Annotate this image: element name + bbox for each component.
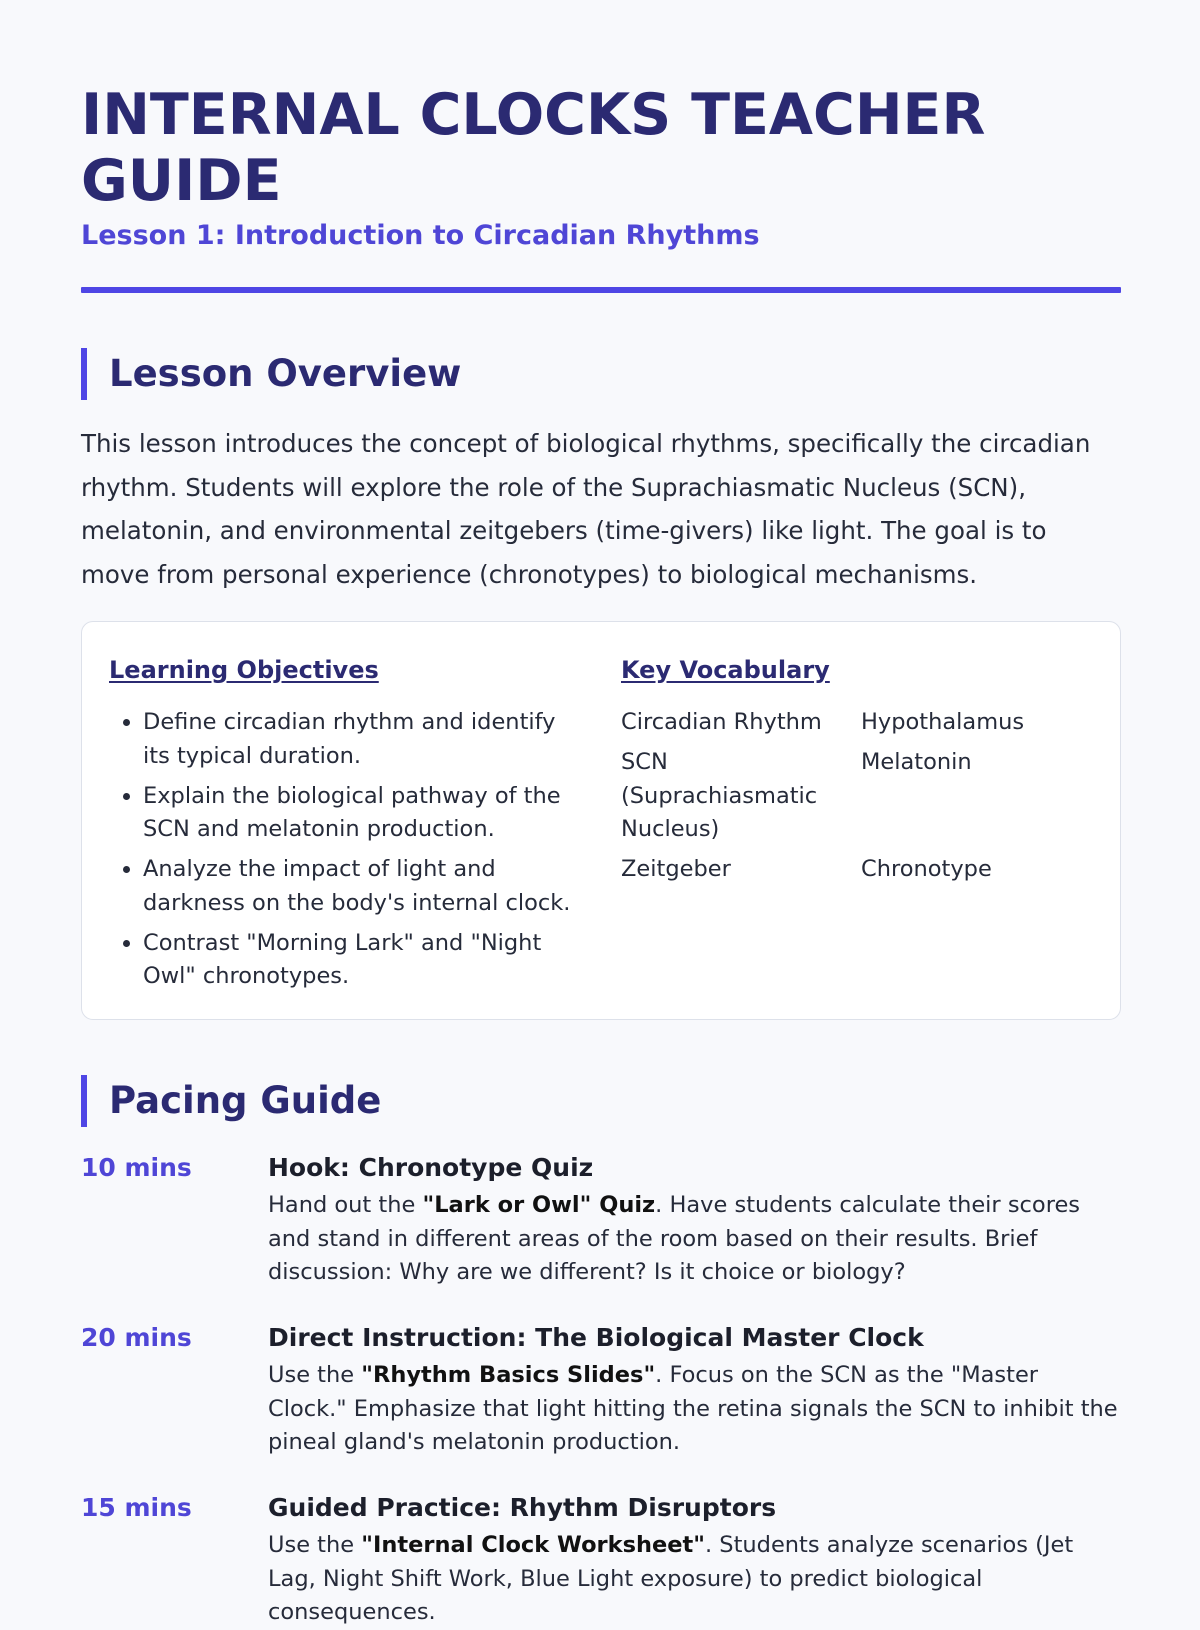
resource-name: "Rhythm Basics Slides" <box>361 1362 656 1388</box>
objective-item: • Define circadian rhythm and identify its typical duration. <box>143 706 583 773</box>
page-title: INTERNAL CLOCKS TEACHER GUIDE <box>81 82 986 214</box>
objectives-list <box>143 706 583 1000</box>
pacing-duration: 15 mins <box>81 1493 192 1522</box>
vocab-term: Zeitgeber <box>621 856 731 882</box>
page-subtitle: Lesson 1: Introduction to Circadian Rhythms <box>81 220 760 251</box>
vocab-term: Circadian Rhythm <box>621 709 822 735</box>
pacing-duration: 20 mins <box>81 1323 192 1352</box>
title-divider <box>81 287 1121 293</box>
pacing-activity <box>268 1491 1121 1630</box>
objectives-heading: Learning Objectives <box>109 656 379 684</box>
pacing-activity-description <box>268 1189 1121 1290</box>
pacing-activity-title: Guided Practice: Rhythm Disruptors <box>268 1493 777 1522</box>
vocab-term: Melatonin <box>861 749 972 775</box>
section-heading-overview: Lesson Overview <box>81 348 461 400</box>
pacing-activity-description <box>268 1359 1121 1460</box>
objective-item: • Contrast "Morning Lark" and "Night Owl" chronotypes. <box>143 927 583 994</box>
description-text: . Focus on the SCN as the "Master Clock." Emphasize that light hitting the retina signals the SCN to inhibit the pineal gland's melatonin production. <box>268 1362 1118 1455</box>
pacing-activity <box>268 1151 1121 1290</box>
objectives-vocabulary-card <box>81 621 1121 1020</box>
vocab-term: Chronotype <box>861 856 992 882</box>
section-heading-pacing: Pacing Guide <box>81 1075 381 1127</box>
pacing-activity-title: Hook: Chronotype Quiz <box>268 1153 594 1182</box>
description-text: Use the <box>268 1532 362 1558</box>
objective-item: • Explain the biological pathway of the SCN and melatonin production. <box>143 780 583 847</box>
pacing-activity-description <box>268 1529 1121 1630</box>
objective-item: • Analyze the impact of light and darkness on the body's internal clock. <box>143 853 583 920</box>
description-text: Use the <box>268 1362 362 1388</box>
description-text: Hand out the <box>268 1192 423 1218</box>
vocabulary-heading: Key Vocabulary <box>621 656 830 684</box>
resource-name: "Internal Clock Worksheet" <box>361 1532 705 1558</box>
resource-name: "Lark or Owl" Quiz <box>422 1192 656 1218</box>
description-text: . Students analyze scenarios (Jet Lag, Night Shift Work, Blue Light exposure) to predict biological consequences. <box>268 1532 1074 1625</box>
pacing-duration: 10 mins <box>81 1153 192 1182</box>
pacing-activity-title: Direct Instruction: The Biological Master Clock <box>268 1323 924 1352</box>
vocab-term: Hypothalamus <box>861 709 1025 735</box>
pacing-activity <box>268 1321 1121 1460</box>
description-text: . Have students calculate their scores and stand in different areas of the room based on their results. Brief discussion: Why are we different? Is it choice or biology? <box>268 1192 1081 1285</box>
vocabulary-grid <box>621 706 1091 887</box>
vocab-term: SCN (Suprachiasmatic Nucleus) <box>621 749 818 842</box>
overview-paragraph: This lesson introduces the concept of biological rhythms, specifically the circadian rhythm. Students will explore the role of the Suprachiasmatic Nucleus (SCN), melatonin, and environmental zeitgebers (time-givers) like light. The goal is to move from personal experience (chronotypes) to biological mechanisms. <box>81 429 1091 589</box>
